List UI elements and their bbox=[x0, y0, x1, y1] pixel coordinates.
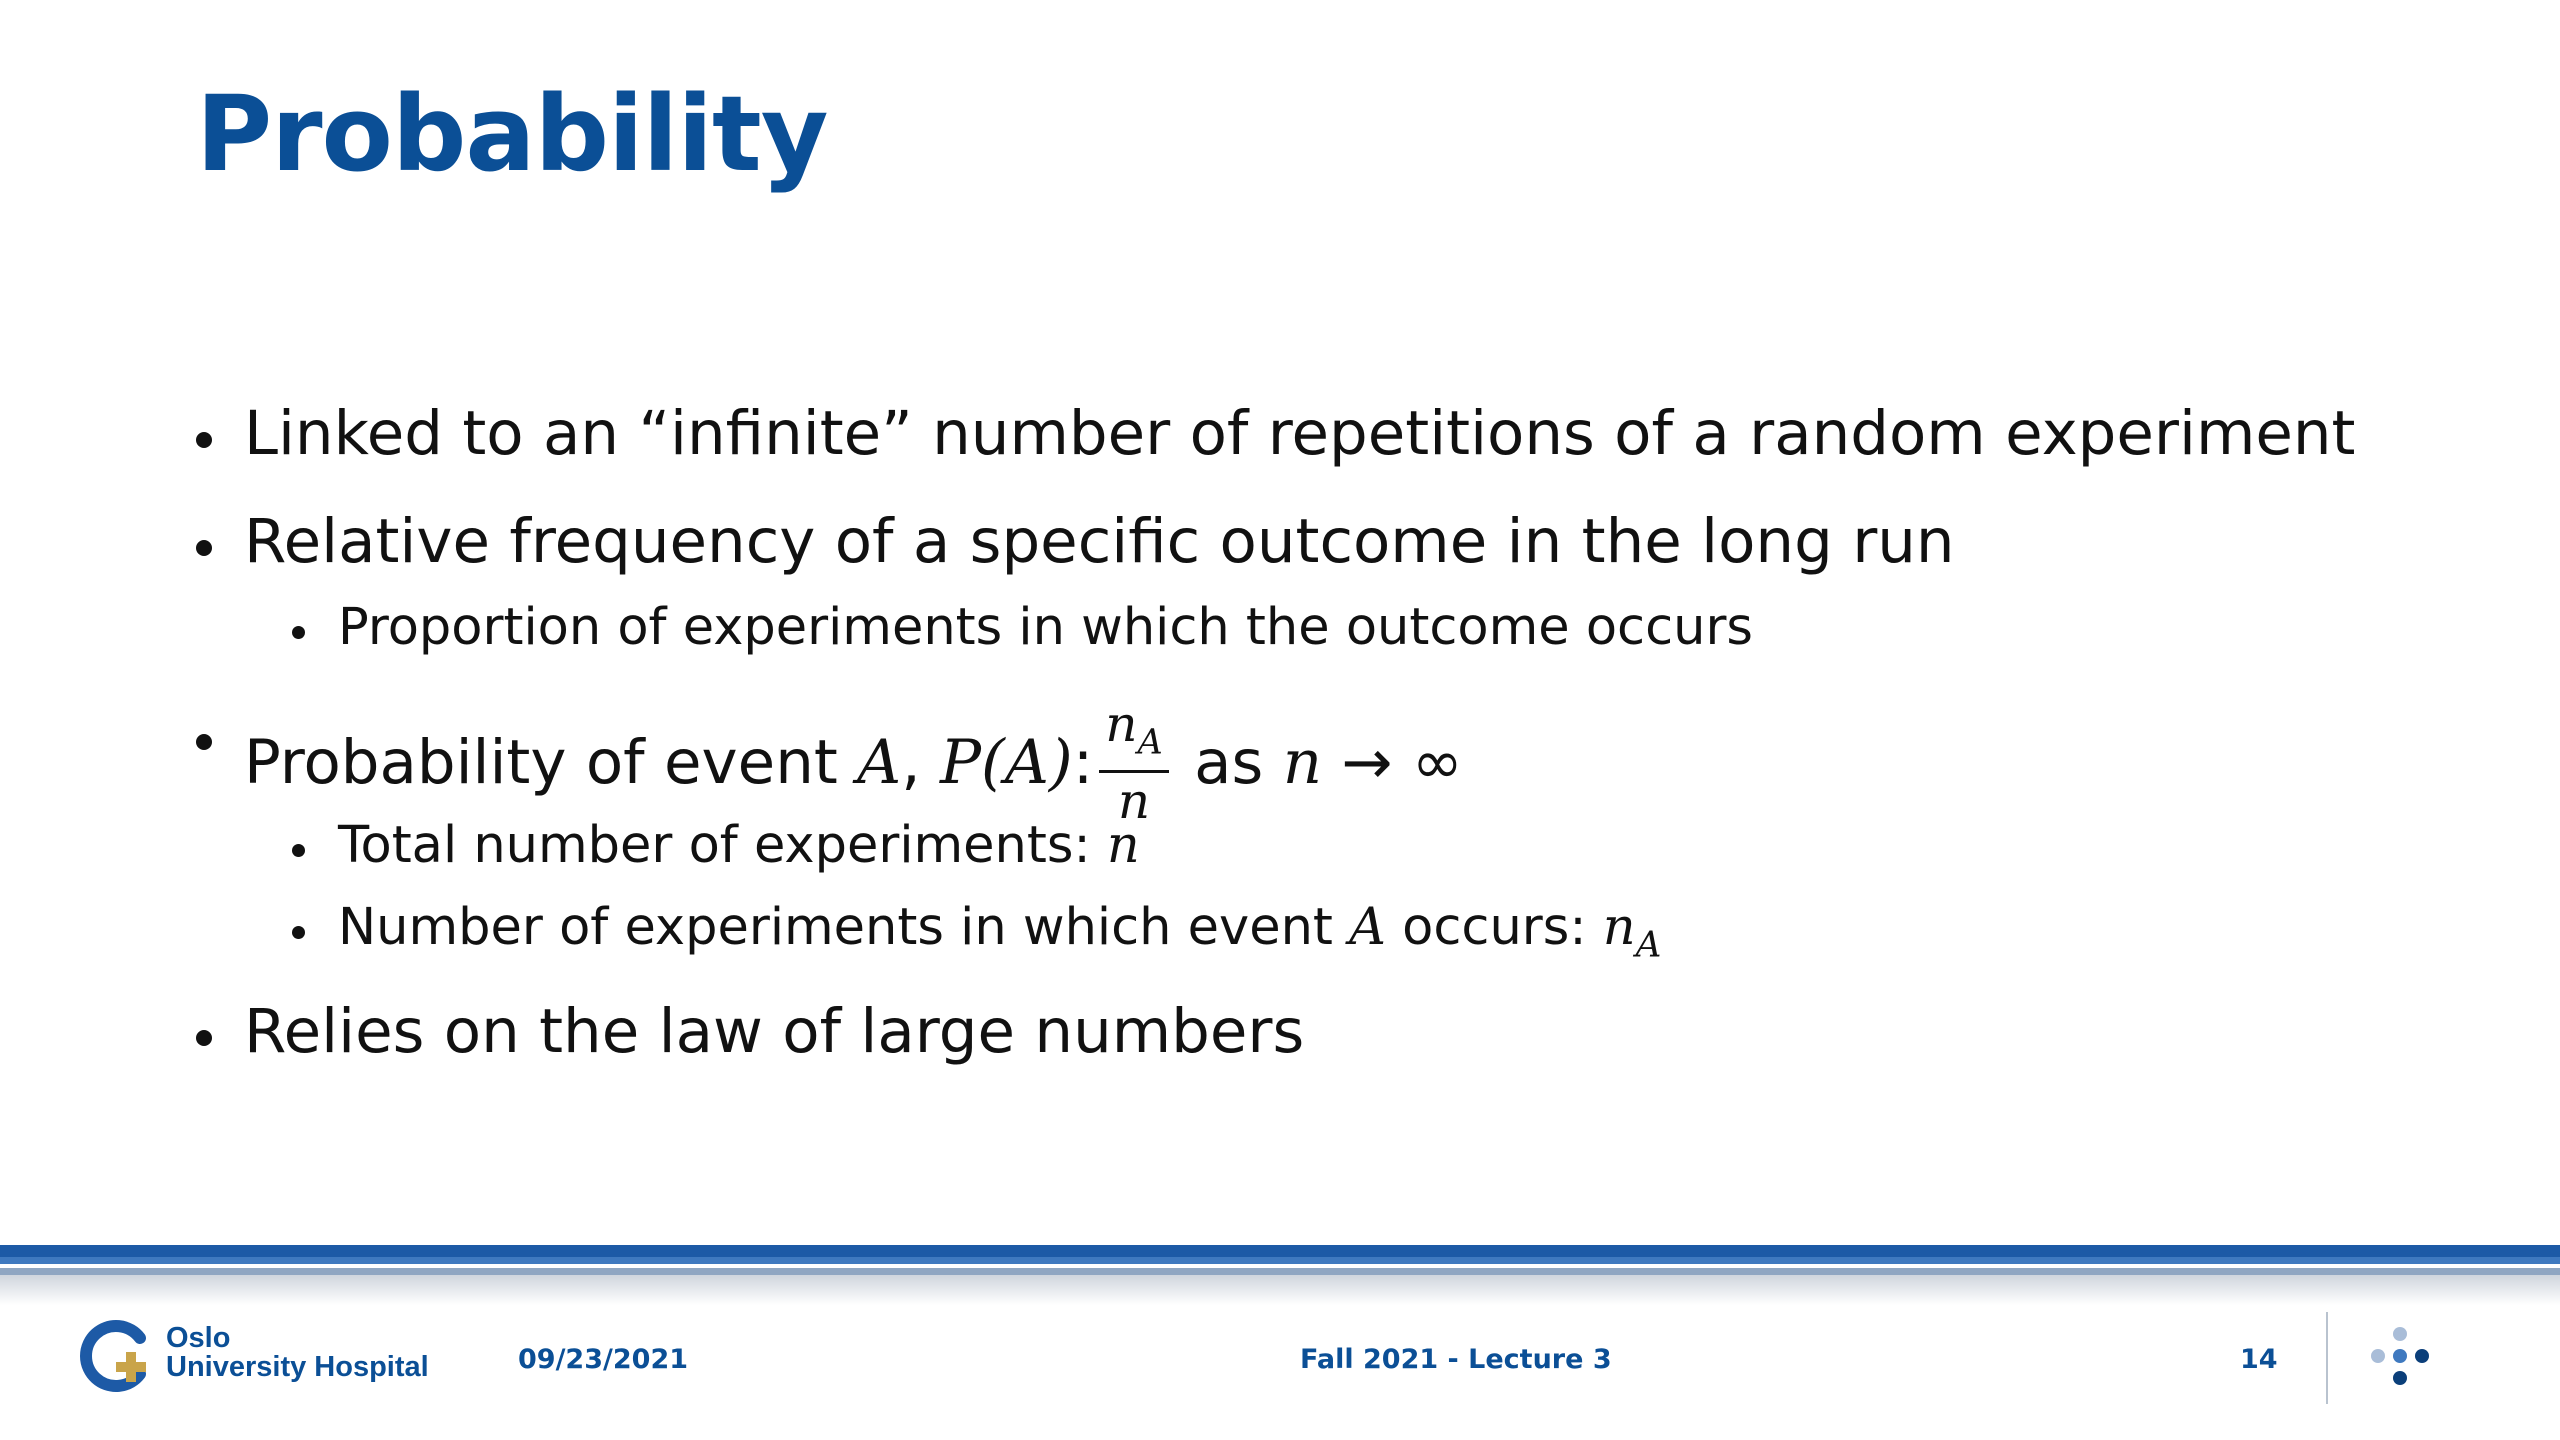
math-var-n: n bbox=[1106, 816, 1140, 875]
bullet-3-sub-2-text bbox=[338, 898, 1661, 965]
bullet-dot bbox=[292, 626, 305, 639]
bullet-dot bbox=[196, 432, 212, 448]
fraction-na-over-n bbox=[1099, 696, 1168, 829]
footer-course: Fall 2021 - Lecture 3 bbox=[1300, 1344, 1612, 1375]
bullet-3-colon: : bbox=[1072, 727, 1094, 799]
math-arrow-infinity: → ∞ bbox=[1322, 727, 1463, 799]
logo-line-1: Oslo bbox=[166, 1322, 231, 1354]
bullet-3-text bbox=[244, 695, 1463, 833]
footer-shadow bbox=[0, 1275, 2560, 1305]
bullet-2-text: Relative frequency of a specific outcome in the long run bbox=[244, 506, 1955, 577]
numerator-n: n bbox=[1105, 695, 1138, 753]
bullet-dot bbox=[196, 540, 212, 556]
math-prob-a: P(A) bbox=[940, 727, 1073, 799]
math-na-subscript: A bbox=[1635, 924, 1662, 966]
bullet-1-text: Linked to an “infinite” number of repetitions of a random experiment bbox=[244, 398, 2356, 469]
bullet-dot bbox=[196, 1030, 212, 1046]
sub-1-label: Total number of experiments: bbox=[338, 816, 1107, 875]
math-na bbox=[1602, 898, 1662, 966]
bullet-dot bbox=[292, 926, 305, 939]
slide-title: Probability bbox=[196, 73, 828, 195]
footer-divider bbox=[2326, 1312, 2328, 1404]
sub-2-label-start: Number of experiments in which event bbox=[338, 898, 1350, 957]
footer-band bbox=[0, 1245, 2560, 1257]
bullet-3-sub-1-text bbox=[338, 816, 1140, 875]
logo-text bbox=[166, 1324, 429, 1382]
numerator-subscript: A bbox=[1137, 722, 1163, 763]
dot-cluster-icon bbox=[2368, 1326, 2432, 1390]
bullet-3-prefix: Probability of event bbox=[244, 727, 858, 799]
footer-band bbox=[0, 1268, 2560, 1275]
bullet-dot bbox=[196, 734, 212, 750]
oslo-university-hospital-logo-icon bbox=[78, 1318, 154, 1394]
sub-2-label-end: occurs: bbox=[1385, 898, 1603, 957]
math-var-n: n bbox=[1282, 727, 1323, 799]
hospital-logo bbox=[78, 1318, 438, 1398]
logo-line-2: University Hospital bbox=[166, 1351, 429, 1383]
bullet-3-comma: , bbox=[901, 727, 941, 799]
math-var-a: A bbox=[1349, 898, 1386, 957]
bullet-4-text: Relies on the law of large numbers bbox=[244, 996, 1305, 1067]
slide-number: 14 bbox=[2240, 1344, 2278, 1375]
fraction-numerator bbox=[1099, 696, 1168, 773]
footer-band bbox=[0, 1257, 2560, 1264]
math-na-base: n bbox=[1602, 898, 1636, 957]
footer-date: 09/23/2021 bbox=[518, 1344, 689, 1375]
bullet-2-sub-1-text: Proportion of experiments in which the outcome occurs bbox=[338, 598, 1754, 657]
math-var-a: A bbox=[857, 727, 902, 799]
fraction-denominator: n bbox=[1117, 772, 1151, 831]
bullet-3-as: as bbox=[1174, 727, 1283, 799]
bullet-dot bbox=[292, 844, 305, 857]
